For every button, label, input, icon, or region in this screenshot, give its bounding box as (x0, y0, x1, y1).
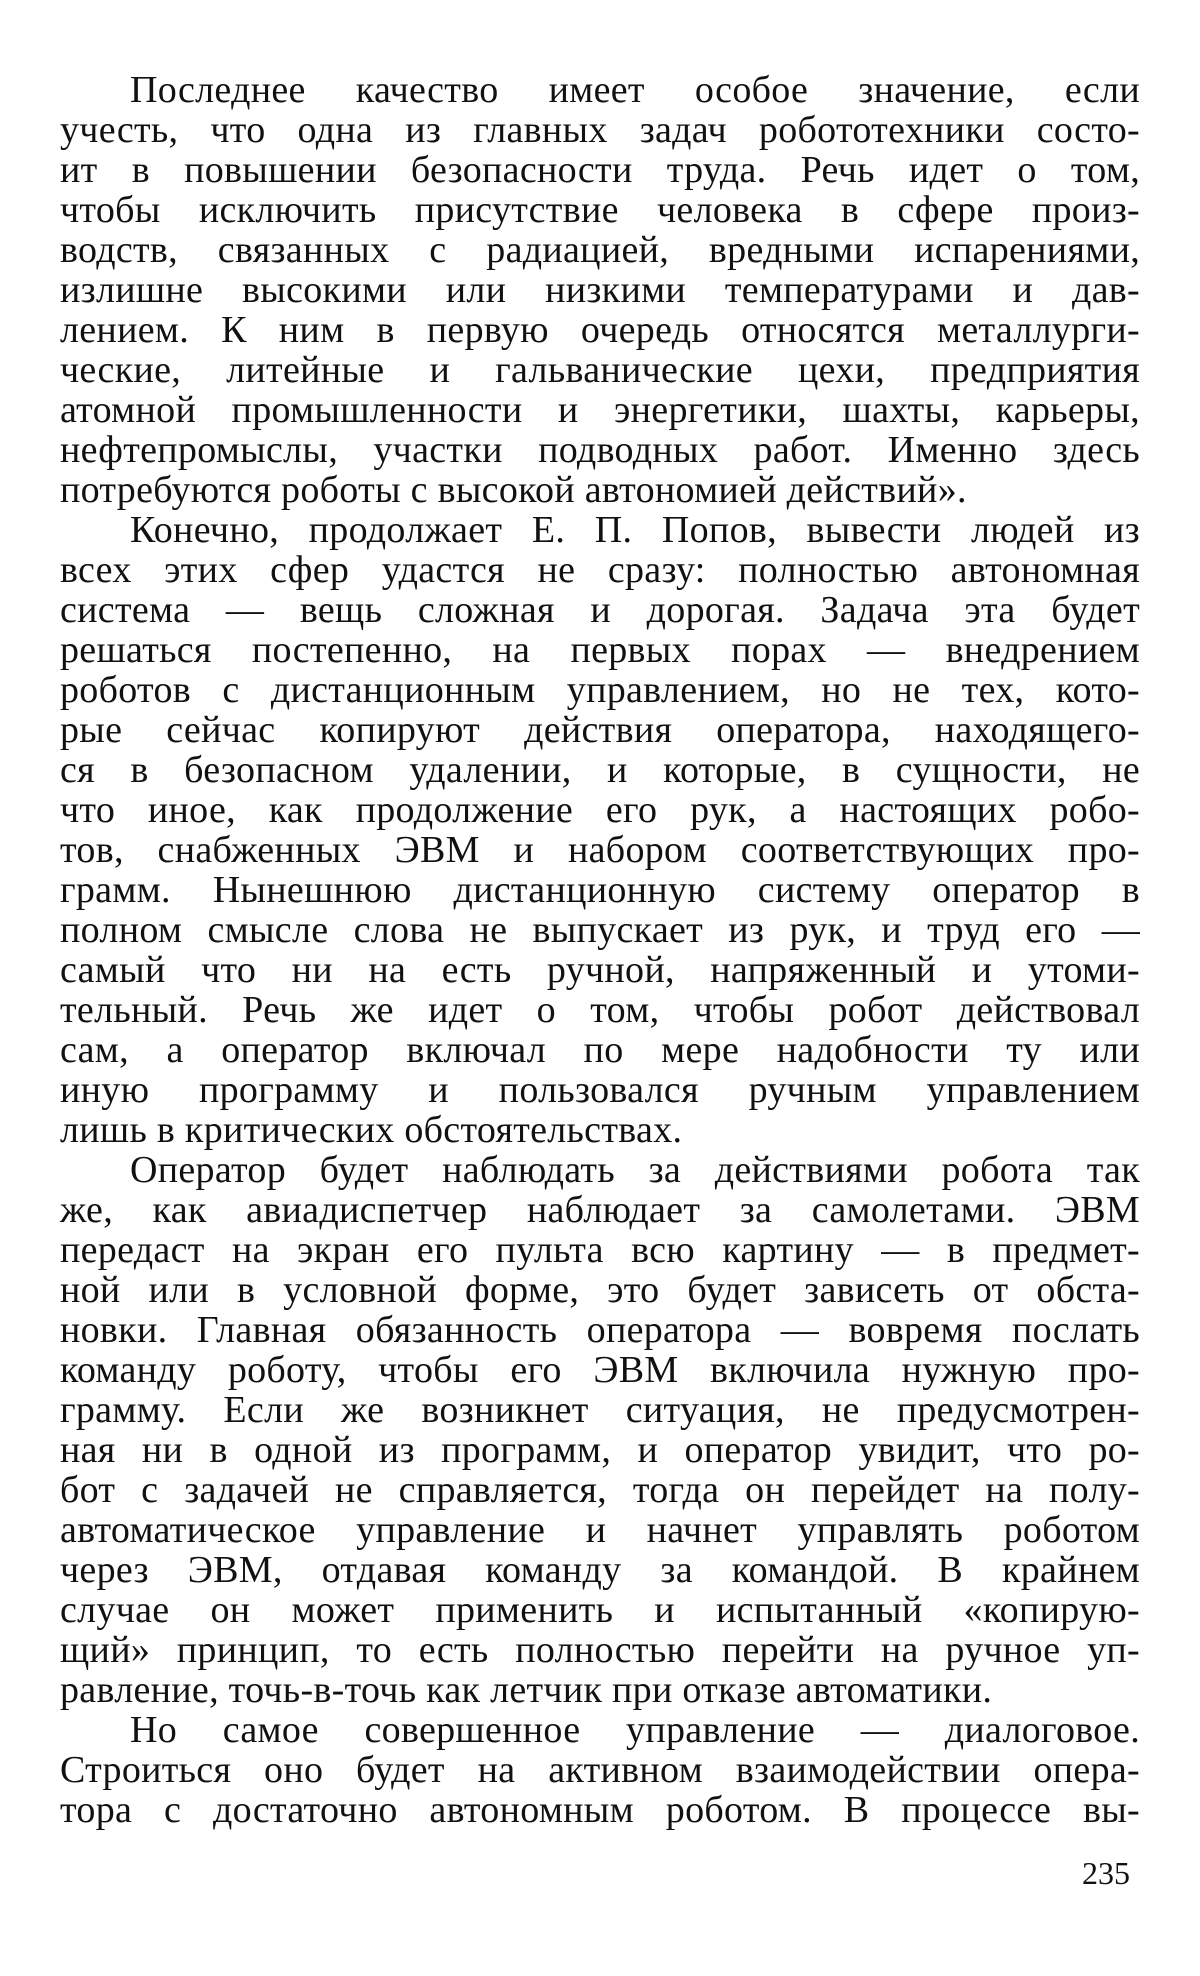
text-line: бот с задачей не справляется, тогда он перейдет на полу- (60, 1469, 1140, 1511)
text-line: ся в безопасном удалении, и которые, в сущности, не (60, 749, 1140, 791)
text-line: команду роботу, чтобы его ЭВМ включила нужную про- (60, 1349, 1140, 1391)
text-line: учесть, что одна из главных задач робототехники состо- (60, 109, 1140, 151)
page-number: 235 (1082, 1855, 1130, 1891)
text-line: передаст на экран его пульта всю картину — в предмет- (60, 1229, 1140, 1271)
text-line: Конечно, продолжает Е. П. Попов, вывести людей из (130, 509, 1140, 551)
paragraph (60, 1150, 1140, 1710)
text-line: полном смысле слова не выпускает из рук, и труд его — (60, 909, 1140, 951)
text-line: потребуются роботы с высокой автономией действий». (60, 469, 967, 511)
text-line: что иное, как продолжение его рук, а настоящих робо- (60, 789, 1140, 831)
text-line: Оператор будет наблюдать за действиями робота так (130, 1149, 1140, 1191)
text-line: лением. К ним в первую очередь относятся металлурги- (60, 309, 1140, 351)
text-line: роботов с дистанционным управлением, но не тех, кото- (60, 669, 1140, 711)
text-line: Но самое совершенное управление — диалоговое. (130, 1709, 1140, 1751)
text-line: же, как авиадиспетчер наблюдает за самолетами. ЭВМ (60, 1189, 1140, 1231)
text-line: излишне высокими или низкими температурами и дав- (60, 269, 1140, 311)
text-line: чтобы исключить присутствие человека в сфере произ- (60, 189, 1140, 231)
text-line: система — вещь сложная и дорогая. Задача эта будет (60, 589, 1140, 631)
text-line: сам, а оператор включал по мере надобности ту или (60, 1029, 1140, 1071)
text-line: решаться постепенно, на первых порах — внедрением (60, 629, 1140, 671)
text-line: случае он может применить и испытанный «копирую- (60, 1589, 1140, 1631)
text-line: Последнее качество имеет особое значение, если (130, 69, 1140, 111)
text-line: новки. Главная обязанность оператора — вовремя послать (60, 1309, 1140, 1351)
text-line: равление, точь-в-точь как летчик при отказе автоматики. (60, 1669, 993, 1711)
text-line: всех этих сфер удастся не сразу: полностью автономная (60, 549, 1140, 591)
text-line: лишь в критических обстоятельствах. (60, 1109, 683, 1151)
book-page-body (60, 70, 1140, 1830)
paragraph (60, 70, 1140, 510)
text-line: водств, связанных с радиацией, вредными испарениями, (60, 229, 1140, 271)
text-line: тельный. Речь же идет о том, чтобы робот действовал (60, 989, 1140, 1031)
text-line: через ЭВМ, отдавая команду за командой. В крайнем (60, 1549, 1140, 1591)
text-line: иную программу и пользовался ручным управлением (60, 1069, 1140, 1111)
text-line: автоматическое управление и начнет управлять роботом (60, 1509, 1140, 1551)
text-line: ит в повышении безопасности труда. Речь идет о том, (60, 149, 1140, 191)
text-line: нефтепромыслы, участки подводных работ. Именно здесь (60, 429, 1140, 471)
text-line: ческие, литейные и гальванические цехи, предприятия (60, 349, 1140, 391)
paragraph (60, 510, 1140, 1150)
text-line: тов, снабженных ЭВМ и набором соответствующих про- (60, 829, 1140, 871)
text-line: ная ни в одной из программ, и оператор увидит, что ро- (60, 1429, 1140, 1471)
paragraph (60, 1710, 1140, 1830)
text-line: ной или в условной форме, это будет зависеть от обста- (60, 1269, 1140, 1311)
text-line: атомной промышленности и энергетики, шахты, карьеры, (60, 389, 1140, 431)
text-line: самый что ни на есть ручной, напряженный и утоми- (60, 949, 1140, 991)
text-line: щий» принцип, то есть полностью перейти на ручное уп- (60, 1629, 1140, 1671)
text-line: грамму. Если же возникнет ситуация, не предусмотрен- (60, 1389, 1140, 1431)
text-line: рые сейчас копируют действия оператора, находящего- (60, 709, 1140, 751)
text-line: грамм. Нынешнюю дистанционную систему оператор в (60, 869, 1140, 911)
body-text (60, 70, 1140, 1830)
text-line: Строиться оно будет на активном взаимодействии опера- (60, 1749, 1140, 1791)
text-line: тора с достаточно автономным роботом. В процессе вы- (60, 1789, 1140, 1831)
